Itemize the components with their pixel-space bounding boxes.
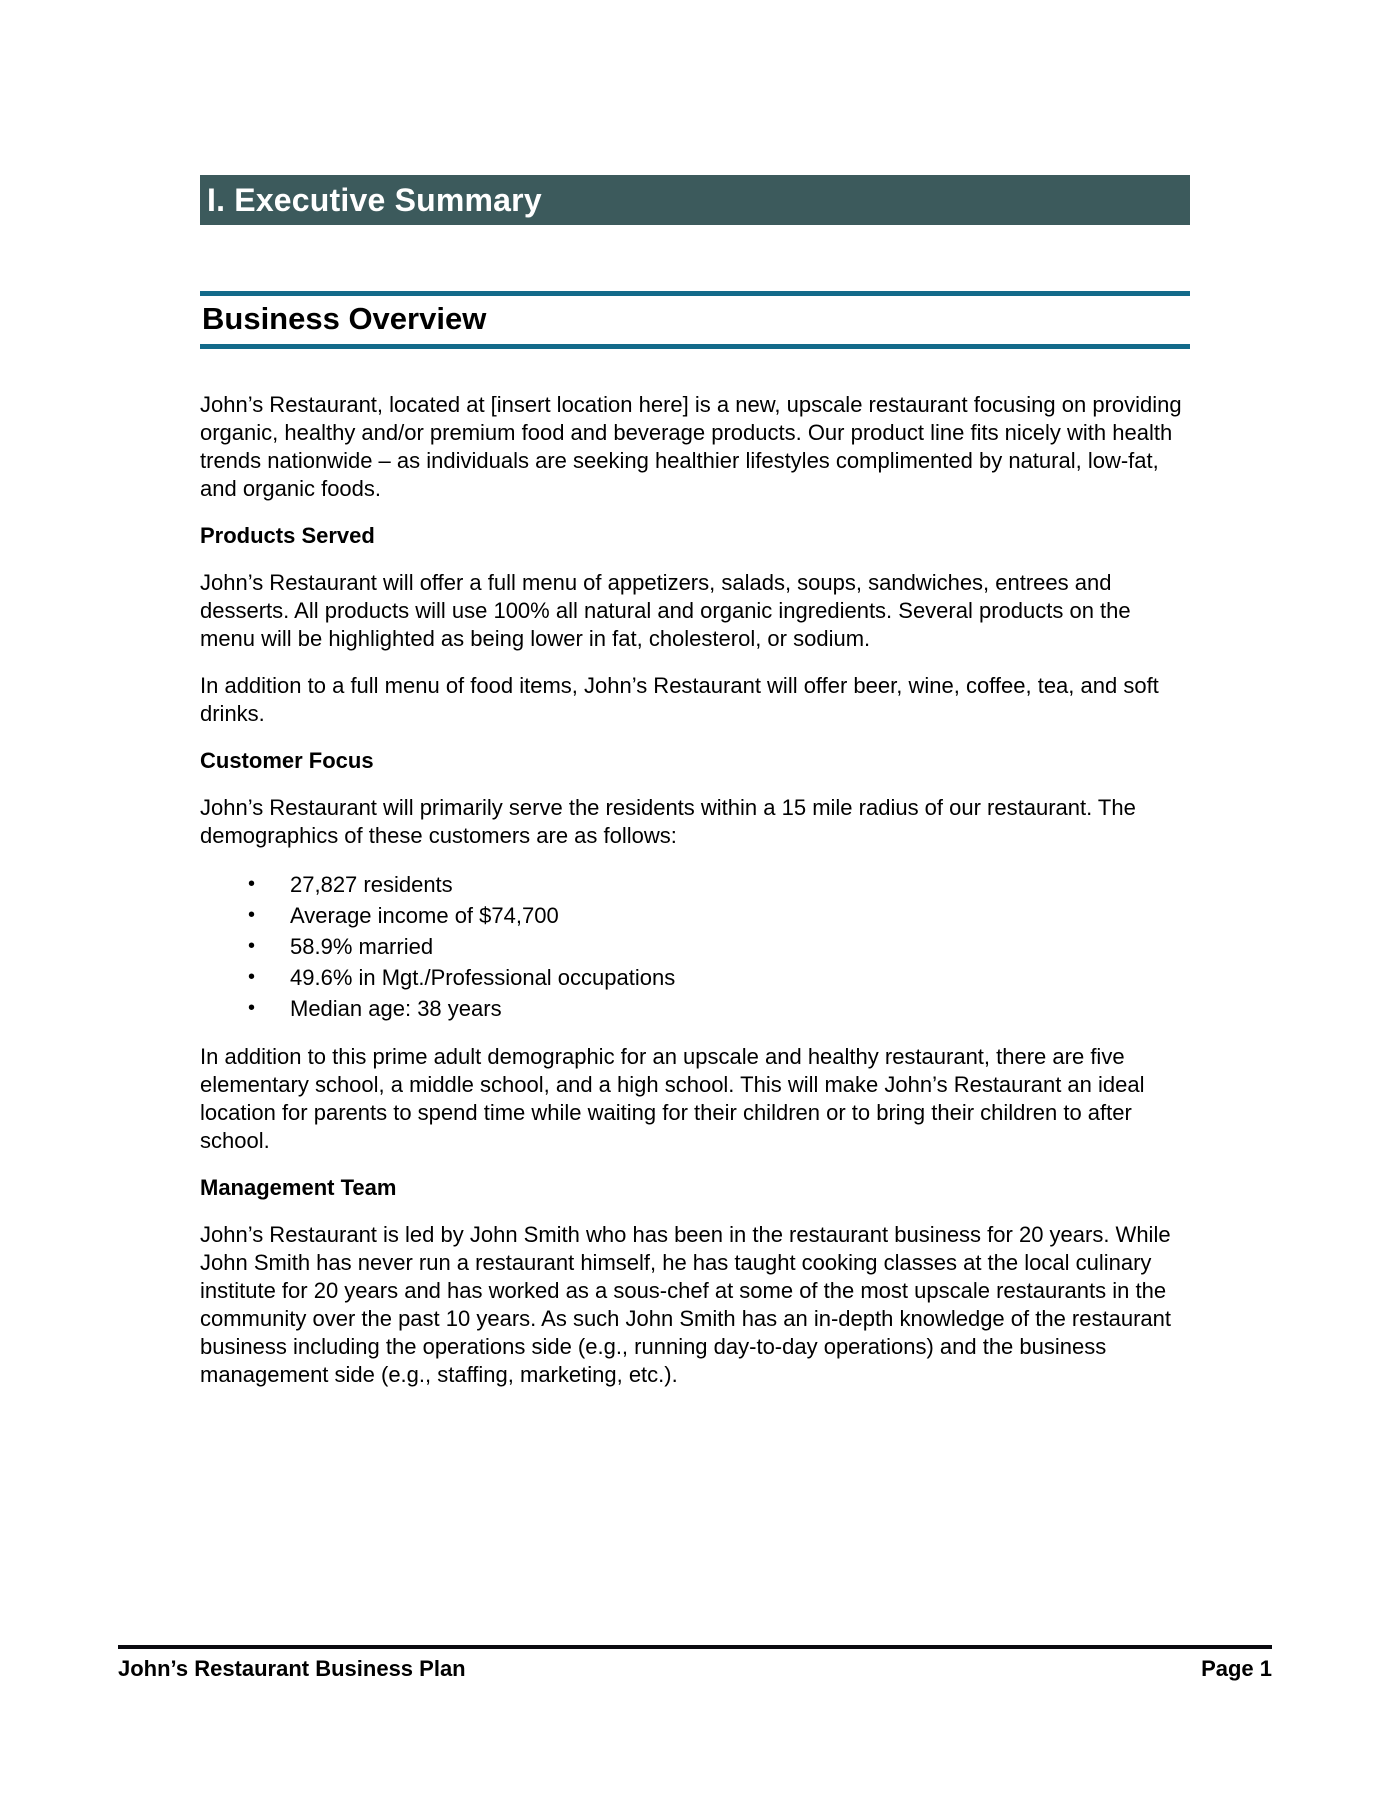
section-header-bar [200,175,1190,225]
subheading-management-team: Management Team [200,1175,397,1200]
business-overview-heading-text: Business Overview [202,301,487,336]
list-item-text: 58.9% married [290,934,434,959]
paragraph-products-served-2: In addition to a full menu of food items, John’s Restaurant will offer beer, wine, coffee, tea, and soft drinks. [200,673,1159,726]
subheading-customer-focus: Customer Focus [200,748,374,773]
bullet-icon: • [248,873,256,895]
list-item [200,931,1190,962]
paragraph-business-overview: John’s Restaurant, located at [insert location here] is a new, upscale restaurant focusing on providing organic, healthy and/or premium food and beverage products. Our product line fits nicely with health trends nationwide – as individuals are seeking healthier lifestyles complimented by natural, low-fat, and organic foods. [200,392,1182,501]
list-item [200,993,1190,1024]
paragraph-customer-focus: John’s Restaurant will primarily serve the residents within a 15 mile radius of our restaurant. The demographics of these customers are as follows: [200,795,1136,848]
demographics-list [200,869,1190,1024]
footer-page-number: Page 1 [1201,1656,1272,1681]
list-item-text: Median age: 38 years [290,996,502,1021]
business-overview-heading [200,291,1190,349]
bullet-icon: • [248,997,256,1019]
bullet-icon: • [248,904,256,926]
page [200,175,1190,1408]
section-title: I. Executive Summary [207,182,542,218]
list-item [200,900,1190,931]
list-item-text: Average income of $74,700 [290,903,559,928]
bullet-icon: • [248,935,256,957]
page-footer [118,1645,1272,1682]
bullet-icon: • [248,966,256,988]
footer-document-title: John’s Restaurant Business Plan [118,1656,466,1681]
list-item-text: 27,827 residents [290,872,453,897]
paragraph-customer-focus-2: In addition to this prime adult demographic for an upscale and healthy restaurant, there are five elementary school, a middle school, and a high school. This will make John’s Restaurant an ideal location for parents to spend time while waiting for their children or to bring their children to after school. [200,1044,1145,1153]
subheading-products-served: Products Served [200,523,375,548]
paragraph-products-served-1: John’s Restaurant will offer a full menu of appetizers, salads, soups, sandwiches, entrees and desserts. All products will use 100% all natural and organic ingredients. Several products on the menu will be highlighted as being lower in fat, cholesterol, or sodium. [200,570,1131,651]
paragraph-management-team: John’s Restaurant is led by John Smith who has been in the restaurant business for 20 years. While John Smith has never run a restaurant himself, he has taught cooking classes at the local culinary institute for 20 years and has worked as a sous-chef at some of the most upscale restaurants in the community over the past 10 years. As such John Smith has an in-depth knowledge of the restaurant business including the operations side (e.g., running day-to-day operations) and the business management side (e.g., staffing, marketing, etc.). [200,1222,1171,1387]
list-item-text: 49.6% in Mgt./Professional occupations [290,965,676,990]
list-item [200,962,1190,993]
document-body [200,391,1190,1389]
list-item [200,869,1190,900]
